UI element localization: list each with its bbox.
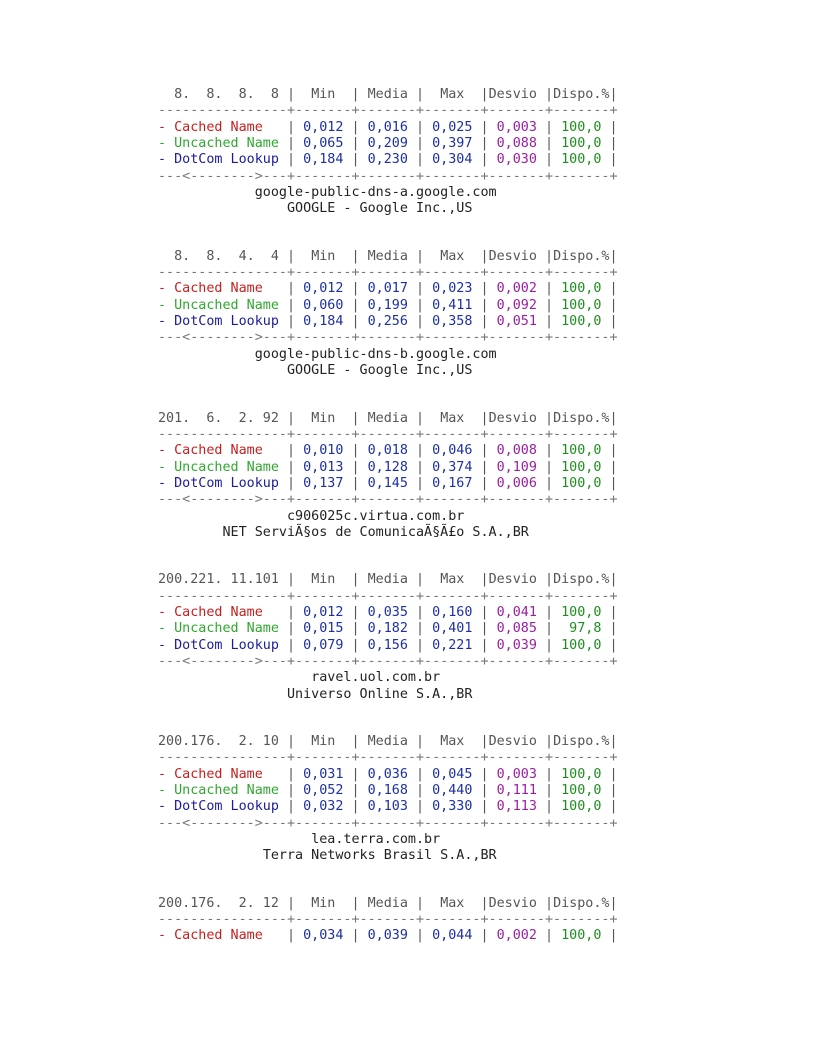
- dispo-value: 100,0: [561, 475, 602, 491]
- server-owner-row: [158, 687, 618, 703]
- dispo-value: 100,0: [561, 152, 602, 168]
- min-value: 0,032: [303, 799, 344, 815]
- cached-name-row: - Cached Name | 0,010 | 0,018 | 0,046 | 0,008 | 100,0 |: [158, 443, 618, 459]
- media-value: 0,017: [367, 281, 408, 297]
- col-desvio-header: Desvio: [488, 248, 537, 264]
- dns-benchmark-report: [158, 87, 618, 976]
- cached-name-row: - Cached Name | 0,012 | 0,017 | 0,023 | 0,002 | 100,0 |: [158, 281, 618, 297]
- row-bullet: -: [158, 152, 175, 168]
- col-min-header: Min: [311, 248, 336, 264]
- col-desvio-header: Desvio: [488, 87, 537, 102]
- desvio-value: 0,002: [496, 281, 537, 297]
- col-desvio-header: Desvio: [488, 572, 537, 588]
- min-value: 0,079: [303, 637, 344, 653]
- separator-line: ----------------+-------+-------+-------+-------+-------+: [158, 265, 618, 281]
- dispo-value: 100,0: [561, 314, 602, 330]
- row-bullet: -: [158, 637, 175, 653]
- max-value: 0,401: [432, 621, 473, 637]
- media-value: 0,209: [367, 136, 408, 152]
- server-hostname: ravel.uol.com.br: [311, 670, 441, 686]
- desvio-value: 0,051: [496, 314, 537, 330]
- col-dispo-header: Dispo.%: [553, 248, 610, 264]
- max-value: 0,304: [432, 152, 473, 168]
- dispo-value: 100,0: [561, 766, 602, 782]
- max-value: 0,025: [432, 119, 473, 135]
- max-value: 0,045: [432, 766, 473, 782]
- col-min-header: Min: [311, 410, 336, 426]
- media-value: 0,128: [367, 459, 408, 475]
- max-value: 0,374: [432, 459, 473, 475]
- row-label: DotCom Lookup: [174, 314, 279, 330]
- server-ip: 200.176. 2. 10: [158, 734, 279, 749]
- server-hostname-row: [158, 509, 618, 525]
- server-owner-row: [158, 363, 618, 379]
- max-value: 0,023: [432, 281, 473, 297]
- server-owner-row: [158, 201, 618, 217]
- max-value: 0,221: [432, 637, 473, 653]
- row-bullet: -: [158, 799, 175, 815]
- col-dispo-header: Dispo.%: [553, 410, 610, 426]
- row-label: Cached Name: [174, 119, 263, 135]
- max-value: 0,160: [432, 604, 473, 620]
- dispo-value: 100,0: [561, 281, 602, 297]
- separator-line: ----------------+-------+-------+-------+-------+-------+: [158, 912, 618, 928]
- separator-line: ---<-------->---+-------+-------+-------+-------+-------+: [158, 815, 618, 831]
- col-min-header: Min: [311, 572, 336, 588]
- row-label: DotCom Lookup: [174, 475, 279, 491]
- row-label: Uncached Name: [174, 459, 279, 475]
- row-bullet: -: [158, 766, 175, 782]
- dotcom-lookup-row: - DotCom Lookup | 0,079 | 0,156 | 0,221 | 0,039 | 100,0 |: [158, 637, 618, 653]
- col-desvio-header: Desvio: [488, 734, 537, 749]
- col-media-header: Media: [367, 248, 408, 264]
- max-value: 0,044: [432, 928, 473, 944]
- server-block: [158, 572, 618, 703]
- row-label: Uncached Name: [174, 136, 279, 152]
- min-value: 0,184: [303, 314, 344, 330]
- separator-line: ---<-------->---+-------+-------+-------+-------+-------+: [158, 330, 618, 346]
- cached-name-row: - Cached Name | 0,012 | 0,035 | 0,160 | 0,041 | 100,0 |: [158, 604, 618, 620]
- desvio-value: 0,085: [496, 621, 537, 637]
- col-dispo-header: Dispo.%: [553, 87, 610, 102]
- dispo-value: 100,0: [561, 119, 602, 135]
- min-value: 0,052: [303, 783, 344, 799]
- cached-name-row: - Cached Name | 0,012 | 0,016 | 0,025 | 0,003 | 100,0 |: [158, 119, 618, 135]
- min-value: 0,031: [303, 766, 344, 782]
- desvio-value: 0,041: [496, 604, 537, 620]
- media-value: 0,035: [367, 604, 408, 620]
- row-bullet: -: [158, 119, 175, 135]
- col-max-header: Max: [440, 248, 465, 264]
- min-value: 0,012: [303, 119, 344, 135]
- row-label: DotCom Lookup: [174, 799, 279, 815]
- separator-line: ---<-------->---+-------+-------+-------+-------+-------+: [158, 168, 618, 184]
- row-label: Cached Name: [174, 443, 263, 459]
- max-value: 0,411: [432, 297, 473, 313]
- server-hostname-row: [158, 347, 618, 363]
- separator-line: ----------------+-------+-------+-------+-------+-------+: [158, 426, 618, 442]
- min-value: 0,034: [303, 928, 344, 944]
- separator-line: ----------------+-------+-------+-------+-------+-------+: [158, 588, 618, 604]
- media-value: 0,199: [367, 297, 408, 313]
- min-value: 0,184: [303, 152, 344, 168]
- row-bullet: -: [158, 136, 175, 152]
- min-value: 0,010: [303, 443, 344, 459]
- row-bullet: -: [158, 314, 175, 330]
- server-header-row: 8. 8. 8. 8 | Min | Media | Max |Desvio |Dispo.%|: [158, 87, 618, 102]
- dispo-value: 100,0: [561, 443, 602, 459]
- col-desvio-header: Desvio: [488, 895, 537, 911]
- server-hostname: google-public-dns-b.google.com: [254, 346, 497, 362]
- server-block: [158, 734, 618, 865]
- media-value: 0,230: [367, 152, 408, 168]
- server-hostname: lea.terra.com.br: [311, 832, 441, 848]
- server-ip: 200.176. 2. 12: [158, 895, 279, 911]
- server-ip: 200.221. 11.101: [158, 572, 279, 588]
- max-value: 0,358: [432, 314, 473, 330]
- col-max-header: Max: [440, 87, 465, 102]
- col-desvio-header: Desvio: [488, 410, 537, 426]
- separator-line: ---<-------->---+-------+-------+-------+-------+-------+: [158, 492, 618, 508]
- server-ip: 8. 8. 8. 8: [158, 87, 279, 102]
- media-value: 0,016: [367, 119, 408, 135]
- min-value: 0,065: [303, 136, 344, 152]
- dotcom-lookup-row: - DotCom Lookup | 0,184 | 0,230 | 0,304 | 0,030 | 100,0 |: [158, 152, 618, 168]
- row-label: Cached Name: [174, 928, 263, 944]
- desvio-value: 0,030: [496, 152, 537, 168]
- min-value: 0,012: [303, 604, 344, 620]
- separator-line: ----------------+-------+-------+-------+-------+-------+: [158, 103, 618, 119]
- media-value: 0,039: [367, 928, 408, 944]
- uncached-name-row: - Uncached Name | 0,060 | 0,199 | 0,411 | 0,092 | 100,0 |: [158, 297, 618, 313]
- col-max-header: Max: [440, 734, 465, 749]
- media-value: 0,018: [367, 443, 408, 459]
- server-hostname-row: [158, 832, 618, 848]
- min-value: 0,013: [303, 459, 344, 475]
- min-value: 0,015: [303, 621, 344, 637]
- desvio-value: 0,006: [496, 475, 537, 491]
- media-value: 0,145: [367, 475, 408, 491]
- server-header-row: 200.221. 11.101 | Min | Media | Max |Desvio |Dispo.%|: [158, 572, 618, 588]
- server-hostname-row: [158, 670, 618, 686]
- desvio-value: 0,109: [496, 459, 537, 475]
- col-dispo-header: Dispo.%: [553, 895, 610, 911]
- dispo-value: 100,0: [561, 799, 602, 815]
- row-bullet: -: [158, 783, 175, 799]
- media-value: 0,182: [367, 621, 408, 637]
- max-value: 0,397: [432, 136, 473, 152]
- col-min-header: Min: [311, 87, 336, 102]
- desvio-value: 0,002: [496, 928, 537, 944]
- desvio-value: 0,003: [496, 766, 537, 782]
- uncached-name-row: - Uncached Name | 0,052 | 0,168 | 0,440 | 0,111 | 100,0 |: [158, 783, 618, 799]
- col-media-header: Media: [367, 734, 408, 749]
- col-media-header: Media: [367, 895, 408, 911]
- col-min-header: Min: [311, 734, 336, 749]
- row-label: Uncached Name: [174, 297, 279, 313]
- uncached-name-row: - Uncached Name | 0,065 | 0,209 | 0,397 | 0,088 | 100,0 |: [158, 136, 618, 152]
- desvio-value: 0,088: [496, 136, 537, 152]
- server-block: [158, 249, 618, 380]
- server-block: [158, 411, 618, 542]
- server-owner: NET ServiÃ§os de ComunicaÃ§Ã£o S.A.,BR: [222, 524, 529, 540]
- row-bullet: -: [158, 475, 175, 491]
- col-min-header: Min: [311, 895, 336, 911]
- col-max-header: Max: [440, 572, 465, 588]
- server-owner: Terra Networks Brasil S.A.,BR: [262, 848, 497, 864]
- server-owner: Universo Online S.A.,BR: [287, 686, 473, 702]
- server-block: [158, 896, 618, 945]
- row-bullet: -: [158, 604, 175, 620]
- row-bullet: -: [158, 459, 175, 475]
- server-hostname: google-public-dns-a.google.com: [254, 185, 497, 201]
- desvio-value: 0,092: [496, 297, 537, 313]
- col-max-header: Max: [440, 410, 465, 426]
- separator-line: ----------------+-------+-------+-------+-------+-------+: [158, 750, 618, 766]
- server-header-row: 201. 6. 2. 92 | Min | Media | Max |Desvio |Dispo.%|: [158, 410, 618, 426]
- row-label: Uncached Name: [174, 621, 279, 637]
- server-owner: GOOGLE - Google Inc.,US: [287, 201, 473, 217]
- server-owner-row: [158, 848, 618, 864]
- media-value: 0,156: [367, 637, 408, 653]
- desvio-value: 0,039: [496, 637, 537, 653]
- row-bullet: -: [158, 928, 175, 944]
- col-dispo-header: Dispo.%: [553, 734, 610, 749]
- max-value: 0,330: [432, 799, 473, 815]
- uncached-name-row: - Uncached Name | 0,013 | 0,128 | 0,374 | 0,109 | 100,0 |: [158, 459, 618, 475]
- server-ip: 201. 6. 2. 92: [158, 410, 279, 426]
- desvio-value: 0,111: [496, 783, 537, 799]
- col-max-header: Max: [440, 895, 465, 911]
- row-bullet: -: [158, 297, 175, 313]
- row-label: DotCom Lookup: [174, 637, 279, 653]
- media-value: 0,256: [367, 314, 408, 330]
- dispo-value: 97,8: [561, 621, 602, 637]
- server-header-row: 200.176. 2. 12 | Min | Media | Max |Desvio |Dispo.%|: [158, 895, 618, 911]
- dotcom-lookup-row: - DotCom Lookup | 0,032 | 0,103 | 0,330 | 0,113 | 100,0 |: [158, 799, 618, 815]
- server-owner: GOOGLE - Google Inc.,US: [287, 363, 473, 379]
- row-label: Cached Name: [174, 766, 263, 782]
- desvio-value: 0,008: [496, 443, 537, 459]
- server-header-row: 8. 8. 4. 4 | Min | Media | Max |Desvio |Dispo.%|: [158, 248, 618, 264]
- row-label: DotCom Lookup: [174, 152, 279, 168]
- min-value: 0,060: [303, 297, 344, 313]
- server-block: [158, 87, 618, 218]
- server-hostname: c906025c.virtua.com.br: [287, 508, 465, 524]
- row-bullet: -: [158, 281, 175, 297]
- server-hostname-row: [158, 185, 618, 201]
- dispo-value: 100,0: [561, 928, 602, 944]
- max-value: 0,440: [432, 783, 473, 799]
- media-value: 0,103: [367, 799, 408, 815]
- separator-line: ---<-------->---+-------+-------+-------+-------+-------+: [158, 653, 618, 669]
- max-value: 0,046: [432, 443, 473, 459]
- col-media-header: Media: [367, 572, 408, 588]
- uncached-name-row: - Uncached Name | 0,015 | 0,182 | 0,401 | 0,085 | 97,8 |: [158, 621, 618, 637]
- dotcom-lookup-row: - DotCom Lookup | 0,184 | 0,256 | 0,358 | 0,051 | 100,0 |: [158, 314, 618, 330]
- server-ip: 8. 8. 4. 4: [158, 248, 279, 264]
- row-bullet: -: [158, 443, 175, 459]
- row-label: Uncached Name: [174, 783, 279, 799]
- dispo-value: 100,0: [561, 459, 602, 475]
- dispo-value: 100,0: [561, 604, 602, 620]
- server-header-row: 200.176. 2. 10 | Min | Media | Max |Desvio |Dispo.%|: [158, 734, 618, 749]
- desvio-value: 0,113: [496, 799, 537, 815]
- dispo-value: 100,0: [561, 297, 602, 313]
- media-value: 0,168: [367, 783, 408, 799]
- col-media-header: Media: [367, 410, 408, 426]
- media-value: 0,036: [367, 766, 408, 782]
- col-media-header: Media: [367, 87, 408, 102]
- server-owner-row: [158, 525, 618, 541]
- col-dispo-header: Dispo.%: [553, 572, 610, 588]
- dotcom-lookup-row: - DotCom Lookup | 0,137 | 0,145 | 0,167 | 0,006 | 100,0 |: [158, 475, 618, 491]
- dispo-value: 100,0: [561, 637, 602, 653]
- row-label: Cached Name: [174, 604, 263, 620]
- dispo-value: 100,0: [561, 136, 602, 152]
- row-bullet: -: [158, 621, 175, 637]
- row-label: Cached Name: [174, 281, 263, 297]
- desvio-value: 0,003: [496, 119, 537, 135]
- cached-name-row: - Cached Name | 0,034 | 0,039 | 0,044 | 0,002 | 100,0 |: [158, 928, 618, 944]
- dispo-value: 100,0: [561, 783, 602, 799]
- min-value: 0,012: [303, 281, 344, 297]
- min-value: 0,137: [303, 475, 344, 491]
- cached-name-row: - Cached Name | 0,031 | 0,036 | 0,045 | 0,003 | 100,0 |: [158, 766, 618, 782]
- max-value: 0,167: [432, 475, 473, 491]
